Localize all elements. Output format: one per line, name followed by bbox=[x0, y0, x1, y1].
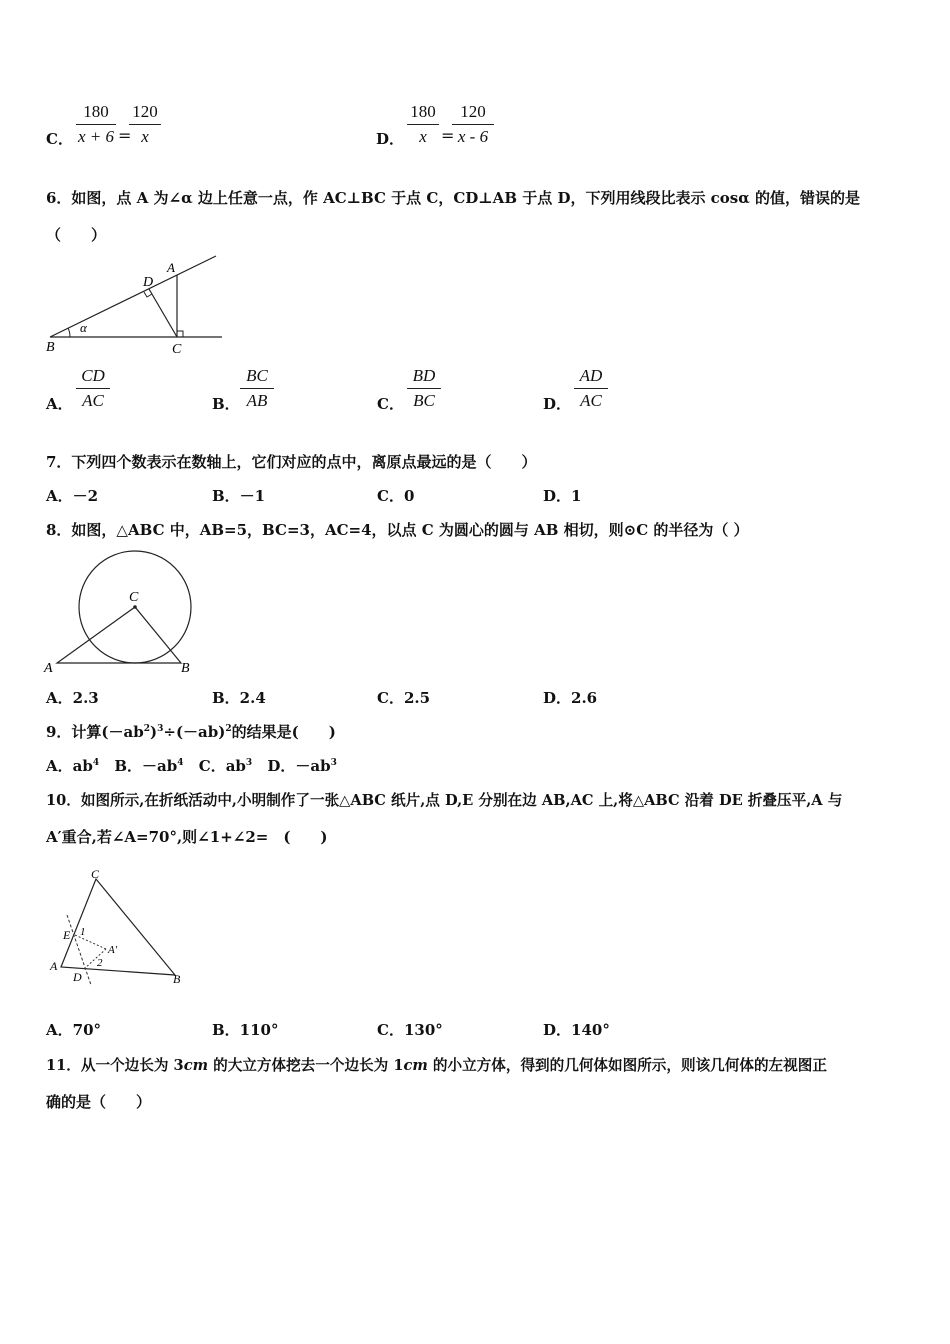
q6-stem: 6．如图，点 A 为∠α 边上任意一点，作 AC⊥BC 于点 C，CD⊥AB 于点 D，下列用线段比表示 cosα 的值，错误的是 bbox=[46, 189, 861, 207]
q6-line-ba bbox=[50, 256, 216, 337]
q9-sup-2: 3 bbox=[157, 724, 164, 734]
q6-label-d: D bbox=[143, 275, 154, 290]
q5-c-left-denominator: x + 6 bbox=[77, 127, 115, 146]
q10-fold-da-prime bbox=[84, 949, 106, 969]
q6-label-a: A bbox=[167, 260, 175, 275]
q9-stem-part-b: ) bbox=[150, 723, 158, 741]
q9-option-b: B．－ab bbox=[114, 757, 178, 775]
q8-stem: 8．如图，△ABC 中，AB=5，BC=3，AC=4，以点 C 为圆心的圆与 AB 相切，则⊙C 的半径为（ ） bbox=[46, 521, 749, 539]
q8-label-b: B bbox=[181, 661, 190, 676]
q11-stem-part-c: 的小立方体，得到的几何体如图所示，则该几何体的左视图正 bbox=[427, 1057, 827, 1074]
q10-label-c: C bbox=[91, 867, 100, 881]
q6-paren: （ ） bbox=[46, 226, 107, 244]
q9-option-c-sup: 3 bbox=[245, 758, 253, 768]
q11-stem-part-b: 的大立方体挖去一个边长为 1 bbox=[208, 1057, 404, 1074]
q6-option-c-fraction bbox=[407, 366, 441, 411]
q10-option-d: D．140° bbox=[543, 1021, 610, 1039]
q6-option-c-den: BC bbox=[413, 391, 435, 410]
q9-option-d: D．－ab bbox=[267, 757, 331, 775]
q7-stem: 7．下列四个数表示在数轴上，它们对应的点中，离原点最远的是（ ） bbox=[46, 453, 537, 471]
q11-stem-line-2: 确的是（ ） bbox=[46, 1093, 152, 1111]
q6-option-a-den: AC bbox=[82, 391, 104, 410]
q9-options bbox=[46, 755, 337, 776]
q9-stem-part-d: 的结果是( ) bbox=[231, 723, 336, 741]
q7-option-a: A．－2 bbox=[46, 487, 99, 505]
q10-option-c: C．130° bbox=[377, 1021, 443, 1039]
q8-option-b: B．2.4 bbox=[212, 689, 266, 707]
q7-option-d: D．1 bbox=[543, 487, 582, 505]
q6-option-c-num: BD bbox=[407, 366, 441, 389]
q6-figure bbox=[44, 252, 234, 357]
q5-d-equals: = bbox=[441, 126, 455, 145]
q6-option-d-label: D． bbox=[543, 395, 572, 413]
q9-option-c: C．ab bbox=[198, 757, 246, 775]
q6-option-b-label: B． bbox=[212, 395, 240, 413]
q6-angle-arc bbox=[68, 328, 70, 337]
q10-option-a: A．70° bbox=[46, 1021, 102, 1039]
q6-option-c-label: C． bbox=[377, 395, 404, 413]
q10-label-a: A bbox=[50, 959, 58, 973]
q6-option-b-num: BC bbox=[240, 366, 274, 389]
q9-stem bbox=[46, 721, 336, 742]
q5-c-left-numerator: 180 bbox=[76, 102, 116, 125]
q5-c-left-fraction bbox=[76, 102, 116, 147]
q5-d-right-numerator: 120 bbox=[452, 102, 494, 125]
q5-c-right-numerator: 120 bbox=[129, 102, 161, 125]
q6-option-b-fraction bbox=[240, 366, 274, 411]
q8-option-d: D．2.6 bbox=[543, 689, 598, 707]
q10-label-1: 1 bbox=[80, 926, 86, 938]
q6-option-b-den: AB bbox=[246, 391, 268, 410]
q6-option-d-num: AD bbox=[574, 366, 608, 389]
q9-option-d-sup: 3 bbox=[330, 758, 337, 768]
q6-option-d-fraction bbox=[574, 366, 608, 411]
q8-triangle-abc bbox=[57, 607, 181, 663]
q11-stem-part-a: 11．从一个边长为 3 bbox=[46, 1057, 184, 1074]
q5-c-right-fraction bbox=[129, 102, 161, 147]
q6-option-d-den: AC bbox=[580, 391, 602, 410]
q9-option-b-sup: 4 bbox=[177, 758, 184, 768]
q11-unit-2: cm bbox=[403, 1057, 428, 1074]
q8-figure bbox=[42, 545, 202, 677]
q8-center-point bbox=[133, 605, 137, 609]
q5-c-right-denominator: x bbox=[141, 127, 149, 146]
q5-d-right-fraction bbox=[452, 102, 494, 147]
q10-stem-line-2: A′重合,若∠A=70°,则∠1+∠2= ( ) bbox=[46, 828, 328, 846]
q8-option-c: C．2.5 bbox=[377, 689, 431, 707]
q9-stem-part-c: ÷(－ab) bbox=[163, 723, 226, 741]
q6-label-alpha: α bbox=[80, 320, 87, 335]
q7-option-c: C．0 bbox=[377, 487, 415, 505]
q5-d-right-denominator: x - 6 bbox=[457, 127, 489, 146]
q9-option-a: A．ab bbox=[46, 757, 93, 775]
q6-option-a-label: A． bbox=[46, 395, 73, 413]
q6-option-a-num: CD bbox=[76, 366, 110, 389]
q9-option-a-sup: 4 bbox=[92, 758, 100, 768]
q6-label-c: C bbox=[172, 342, 182, 357]
q6-line-cd bbox=[149, 289, 177, 337]
q8-option-a: A．2.3 bbox=[46, 689, 99, 707]
q6-label-b: B bbox=[46, 340, 55, 355]
q5-d-left-fraction bbox=[407, 102, 439, 147]
q10-label-2: 2 bbox=[97, 957, 103, 969]
q10-label-e: E bbox=[63, 928, 71, 942]
q9-sup-1: 2 bbox=[143, 724, 151, 734]
q5-c-equals: = bbox=[118, 126, 132, 145]
q7-option-b: B．－1 bbox=[212, 487, 266, 505]
q9-sup-3: 2 bbox=[225, 724, 232, 734]
q8-label-a: A bbox=[44, 661, 53, 676]
q10-label-a-prime: A′ bbox=[108, 944, 118, 956]
q10-label-b: B bbox=[173, 972, 181, 986]
q6-right-angle-c bbox=[177, 331, 183, 337]
q6-option-a-fraction bbox=[76, 366, 110, 411]
q5-d-left-denominator: x bbox=[419, 127, 427, 146]
q5-d-left-numerator: 180 bbox=[407, 102, 439, 125]
q9-stem-part-a: 9．计算(－ab bbox=[46, 723, 144, 741]
q5-option-c-label: C． bbox=[46, 130, 73, 148]
q11-unit-1: cm bbox=[183, 1057, 209, 1074]
q10-option-b: B．110° bbox=[212, 1021, 279, 1039]
q5-option-d-label: D． bbox=[376, 130, 405, 148]
q10-label-d: D bbox=[73, 970, 82, 984]
q11-stem-line-1 bbox=[46, 1054, 827, 1075]
q10-figure bbox=[44, 865, 194, 990]
q10-stem-line-1: 10．如图所示,在折纸活动中,小明制作了一张△ABC 纸片,点 D,E 分别在边 AB,AC 上,将△ABC 沿着 DE 折叠压平,A 与 bbox=[46, 792, 843, 809]
q10-triangle-abc bbox=[61, 879, 175, 975]
q8-label-c: C bbox=[129, 590, 139, 605]
